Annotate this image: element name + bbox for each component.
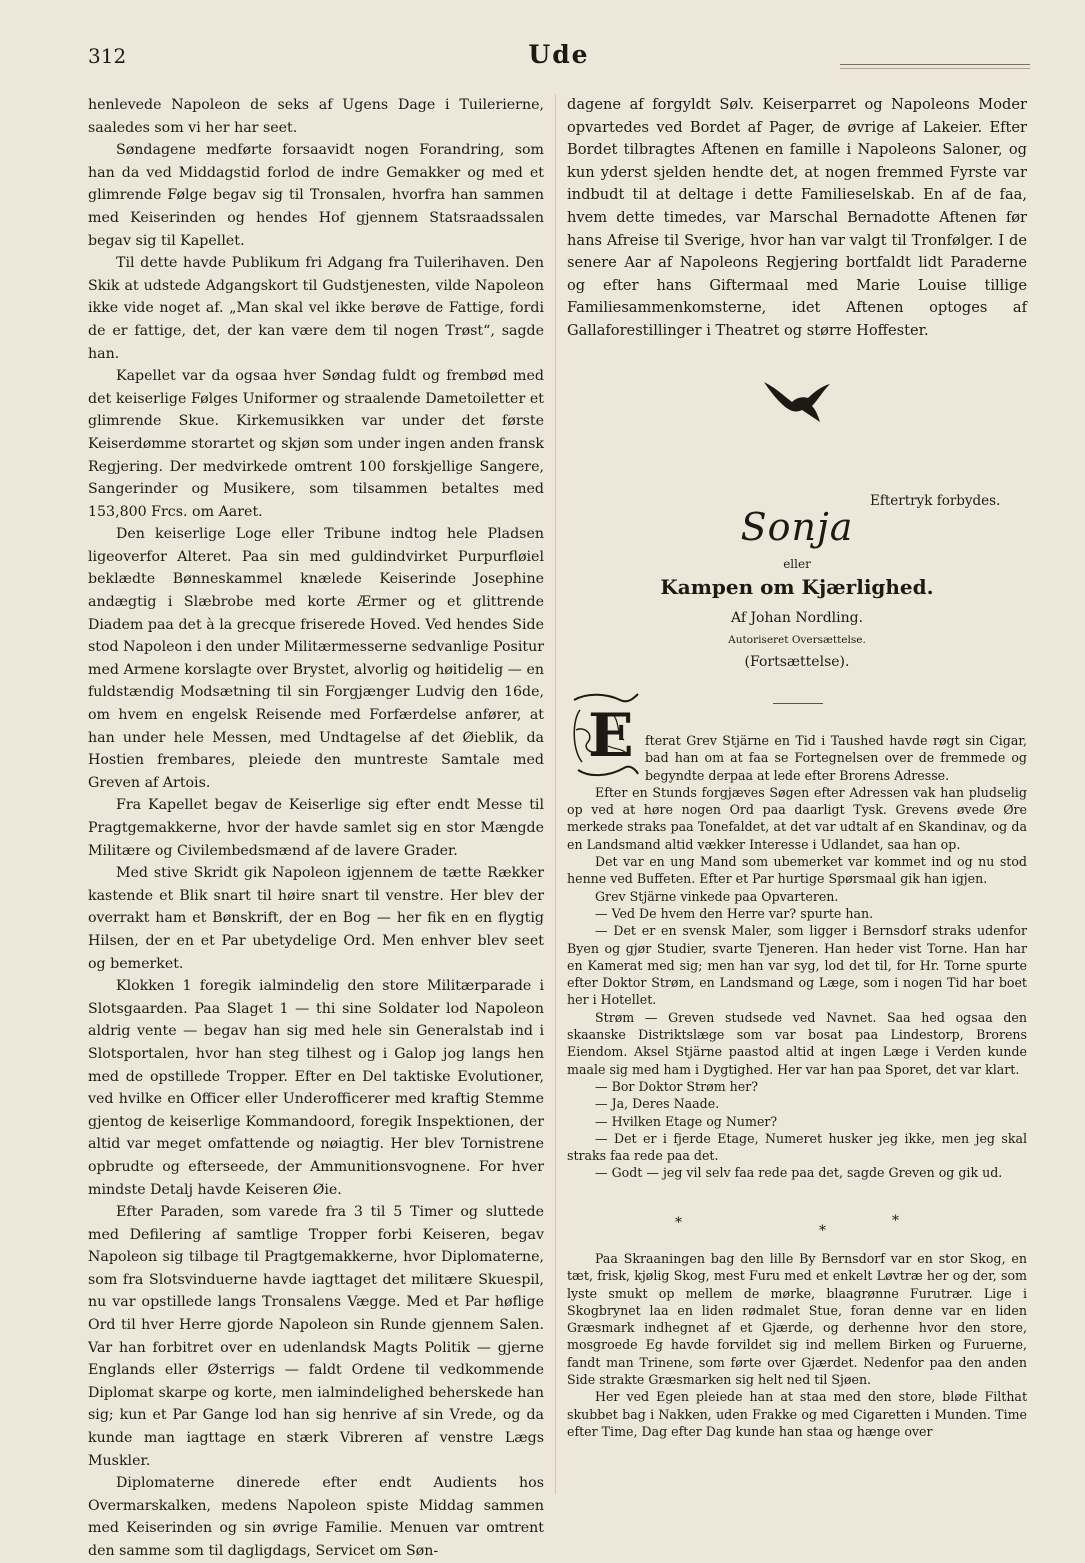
article-paragraph: Klokken 1 foregik ialmindelig den store Militærparade i Slotsgaarden. Paa Slaget 1 — thi sine Soldater lod Napoleon aldrig vente — begav han sig med hele sin Generalstab ind i Slotsportalen, hvor han steg tilhest og i Galop jog langs hen med de opstillede Tropper. Efter en Del taktiske Evolutioner, ved hvilke en Officer eller Underofficerer med kraftig Stemme gjentog de keiserlige Kommandoord, foregik Inspektionen, der altid var meget omfattende og nøiagtig. Her blev Tornistrene opbrudte og efterseede, der Ammunitionsvognene. For hver mindste Detalj havde Keiseren Øie. bbox=[88, 978, 544, 1198]
story-subtitle: Kampen om Kjærlighed. bbox=[660, 575, 934, 599]
translation-note: Autoriseret Oversættelse. bbox=[728, 634, 866, 646]
header-rule-secondary bbox=[840, 68, 1030, 69]
story-dialogue: — Det er en svensk Maler, som ligger i Bernsdorf straks udenfor Byen og gjør Studier, svarte Tjeneren. Han heder vist Torne. Han har en Kamerat med sig; men han var syg, lod det til, for Hr. Torne spurte efter Doktor Strøm, en Landsmand og Læge, som i nogen Tid har boet her i Hotellet. bbox=[567, 923, 1027, 1008]
story-dialogue: — Hvilken Etage og Numer? bbox=[595, 1113, 778, 1129]
story-dialogue: — Bor Doktor Strøm her? bbox=[595, 1078, 759, 1094]
page-header bbox=[88, 40, 1030, 80]
article-continuation: dagene af forgyldt Sølv. Keiserparret og Napoleons Moder opvartedes ved Bordet af Pager, de øvrige af Lakeier. Efter Bordet tilbragtes Aftenen en famille i Napoleons Saloner, og kun yderst sjelden hendte det, at nogen fremmed Fyrste var indbudt til at deltage i dette Familieselskab. En af de faa, hvem dette timedes, var Marschal Bernadotte Aftenen før hans Afreise til Sverige, hvor han var valgt til Tronfølger. I de senere Aar af Napoleons Regjering bortfaldt lidt Paraderne og efter hans Giftermaal med Marie Louise tillige Familiesammenkomsterne, idet Aftenen optoges af Gallaforestillinger i Theatret og større Hoffester. bbox=[567, 96, 1027, 339]
story-dialogue: — Godt — jeg vil selv faa rede paa det, sagde Greven og gik ud. bbox=[595, 1165, 1003, 1181]
article-paragraph: Kapellet var da ogsaa hver Søndag fuldt og frembød med det keiserlige Følges Uniformer og straalende Dametoiletter et glimrende Skue. Kirkemusikken var under det første Keiserdømme storartet og skjøn som under ingen anden fransk Regjering. Der medvirkede omtrent 100 forskjellige Sangere, Sangerinder og Musikere, som tilsammen betaltes med 153,800 Frcs. om Aaret. bbox=[88, 368, 544, 520]
story-eller: eller bbox=[783, 557, 811, 571]
story-paragraph: Strøm — Greven studsede ved Navnet. Saa hed ogsaa den skaanske Distriktslæge som var bosat paa Lindestorp, Brorens Eiendom. Aksel Stjärne paastod altid at ingen Læge i Verden kunde maale sig med ham i Dygtighed. Her var han paa Sporet, det var klart. bbox=[567, 1009, 1027, 1077]
column-divider bbox=[555, 94, 556, 1494]
story-paragraph: Efter en Stunds forgjæves Søgen efter Adressen vak han pludselig op ved at høre nogen Ord paa daarligt Tysk. Grevens øvede Øre merkede straks paa Tonefaldet, at det var udtalt af en Skandinav, og da en Landsmand altid vækker Interesse i Udlandet, saa han op. bbox=[567, 784, 1027, 852]
magazine-title: Ude bbox=[528, 40, 590, 69]
separator-star: * bbox=[819, 1223, 826, 1239]
header-rule bbox=[840, 64, 1030, 65]
story-paragraph: Det var en ung Mand som ubemerket var kommet ind og nu stod henne ved Buffeten. Efter et Par hurtige Spørsmaal gik han igjen. bbox=[567, 854, 1027, 887]
story-body-continued bbox=[567, 1250, 1027, 1440]
article-paragraph: Diplomaterne dinerede efter endt Audients hos Overmarskalken, medens Napoleon spiste Middag sammen med Keiserinden og sin øvrige Familie. Menuen var omtrent den samme som til dagligdags, Servicet om Søn- bbox=[88, 1475, 544, 1559]
story-title: Sonja bbox=[740, 505, 854, 549]
separator-star: * bbox=[892, 1213, 899, 1229]
story-byline: Af Johan Nordling. bbox=[730, 610, 864, 626]
continued-label: (Fortsættelse). bbox=[744, 654, 850, 670]
separator-star: * bbox=[675, 1215, 682, 1231]
story-dialogue: — Ja, Deres Naade. bbox=[595, 1096, 720, 1112]
story-paragraph: Grev Stjärne vinkede paa Opvarteren. bbox=[595, 888, 839, 904]
story-paragraph: Her ved Egen pleiede han at staa med den store, bløde Filthat skubbet bag i Nakken, uden Frakke og med Cigaretten i Munden. Time efter Time, Dag efter Dag kunde han staa og hænge over bbox=[567, 1389, 1027, 1439]
story-body bbox=[567, 732, 1027, 1182]
story-paragraph: fterat Grev Stjärne en Tid i Taushed havde røgt sin Cigar, bad han om at faa se Fortegnelsen over de fremmede og begyndte derpaa at lede efter Brorens Adresse. bbox=[645, 733, 1027, 783]
reprint-notice: Eftertryk forbydes. bbox=[870, 493, 1001, 509]
section-separator bbox=[567, 1213, 1027, 1239]
left-column bbox=[88, 94, 544, 1563]
article-paragraph: Efter Paraden, som varede fra 3 til 5 Timer og sluttede med Defilering af samtlige Tropper forbi Keiseren, begav Napoleon sig tilbage til Pragtgemakkerne, hvor Diplomaterne, som fra Slotsvinduerne havde iagttaget det militære Skuespil, nu var opstillede langs Tronsalens Vægge. Med et Par høflige Ord til hver Herre gjorde Napoleon sin Runde gjennem Salen. Var han forbitret over en udenlandsk Magts Politik — gjerne Englands eller Østerrigs — faldt Ordene til vedkommende Diplomat skarpe og korte, men ialmindelighed beherskede han sig; kun et Par Gange lod han sig henrive af sin Vrede, og da kunde man iagttage en stærk Vibreren af venstre Lægs Muskler. bbox=[88, 1204, 544, 1469]
right-column-article-end bbox=[567, 94, 1027, 343]
story-dialogue: — Ved De hvem den Herre var? spurte han. bbox=[595, 905, 874, 921]
article-paragraph: henlevede Napoleon de seks af Ugens Dage i Tuilerierne, saaledes som vi her har seet. bbox=[88, 97, 544, 136]
article-paragraph: Til dette havde Publikum fri Adgang fra Tuilerihaven. Den Skik at udstede Adgangskort til Gudstjenesten, vilde Napoleon ikke vide noget af. „Man skal vel ikke berøve de Fattige, fordi de er fattige, det, der kan være dem til nogen Trøst“, sagde han. bbox=[88, 255, 544, 362]
short-divider bbox=[773, 703, 823, 704]
article-paragraph: Fra Kapellet begav de Keiserlige sig efter endt Messe til Pragtgemakkerne, hvor der havde samlet sig en stor Mængde Militære og Civilembedsmænd af de lavere Grader. bbox=[88, 797, 544, 859]
article-paragraph: Med stive Skridt gik Napoleon igjennem de tætte Rækker kastende et Blik snart til høire snart til venstre. Her blev der overrakt ham et Bønskrift, der en Bog — her fik en en flygtig Hilsen, der en et Par ubetydelige Ord. Men enhver blev seet og bemerket. bbox=[88, 865, 544, 972]
story-dialogue: — Det er i fjerde Etage, Numeret husker jeg ikke, men jeg skal straks faa rede paa det. bbox=[567, 1130, 1027, 1164]
page-number: 312 bbox=[88, 44, 127, 68]
dropcap-letter: E bbox=[588, 701, 634, 771]
story-paragraph: Paa Skraaningen bag den lille By Bernsdorf var en stor Skog, en tæt, frisk, kjølig Skog, mest Furu med et enkelt Løvtræ her og der, som lyste smukt op mellem de mørke, blaagrønne Furutrær. Lige i Skogbrynet laa en liden rødmalet Stue, foran denne var en liden Græsmark indhegnet af et Gjærde, og derhenne hvor den store, mosgroede Eg havde forvildet sig ind mellem Birken og Furuerne, fandt man Trinene, som førte over Gjærdet. Nedenfor paa den anden Side strakte Græsmarken sig helt ned til Sjøen. bbox=[567, 1251, 1027, 1388]
article-paragraph: Søndagene medførte forsaavidt nogen Forandring, som han da ved Middagstid forlod de indre Gemakker og med et glimrende Følge begav sig til Tronsalen, hvorfra han sammen med Keiserinden og hendes Hof gjennem Statsraadssalen begav sig til Kapellet. bbox=[88, 142, 544, 249]
swallow-ornament-icon bbox=[762, 376, 832, 424]
article-paragraph: Den keiserlige Loge eller Tribune indtog hele Pladsen ligeoverfor Alteret. Paa sin med guldindvirket Purpurfløiel beklædte Bønneskammel knælede Keiserinde Josephine andægtig i Slæbrobe med korte Ærmer og et glittrende Diadem paa det à la grecque friserede Hoved. Ved hendes Side stod Napoleon i den under Militærmesserne sedvanlige Positur med Armene korslagte over Brystet, alvorlig og høitidelig — en fuldstændig Modsætning til sin Forgjænger Ludvig den 16de, om hvem en engelsk Reisende med Forfærdelse anfører, at han under hele Messen, med Undtagelse af det Øieblik, da Hostien frembares, pleiede den muntreste Samtale med Greven af Artois. bbox=[88, 526, 544, 791]
